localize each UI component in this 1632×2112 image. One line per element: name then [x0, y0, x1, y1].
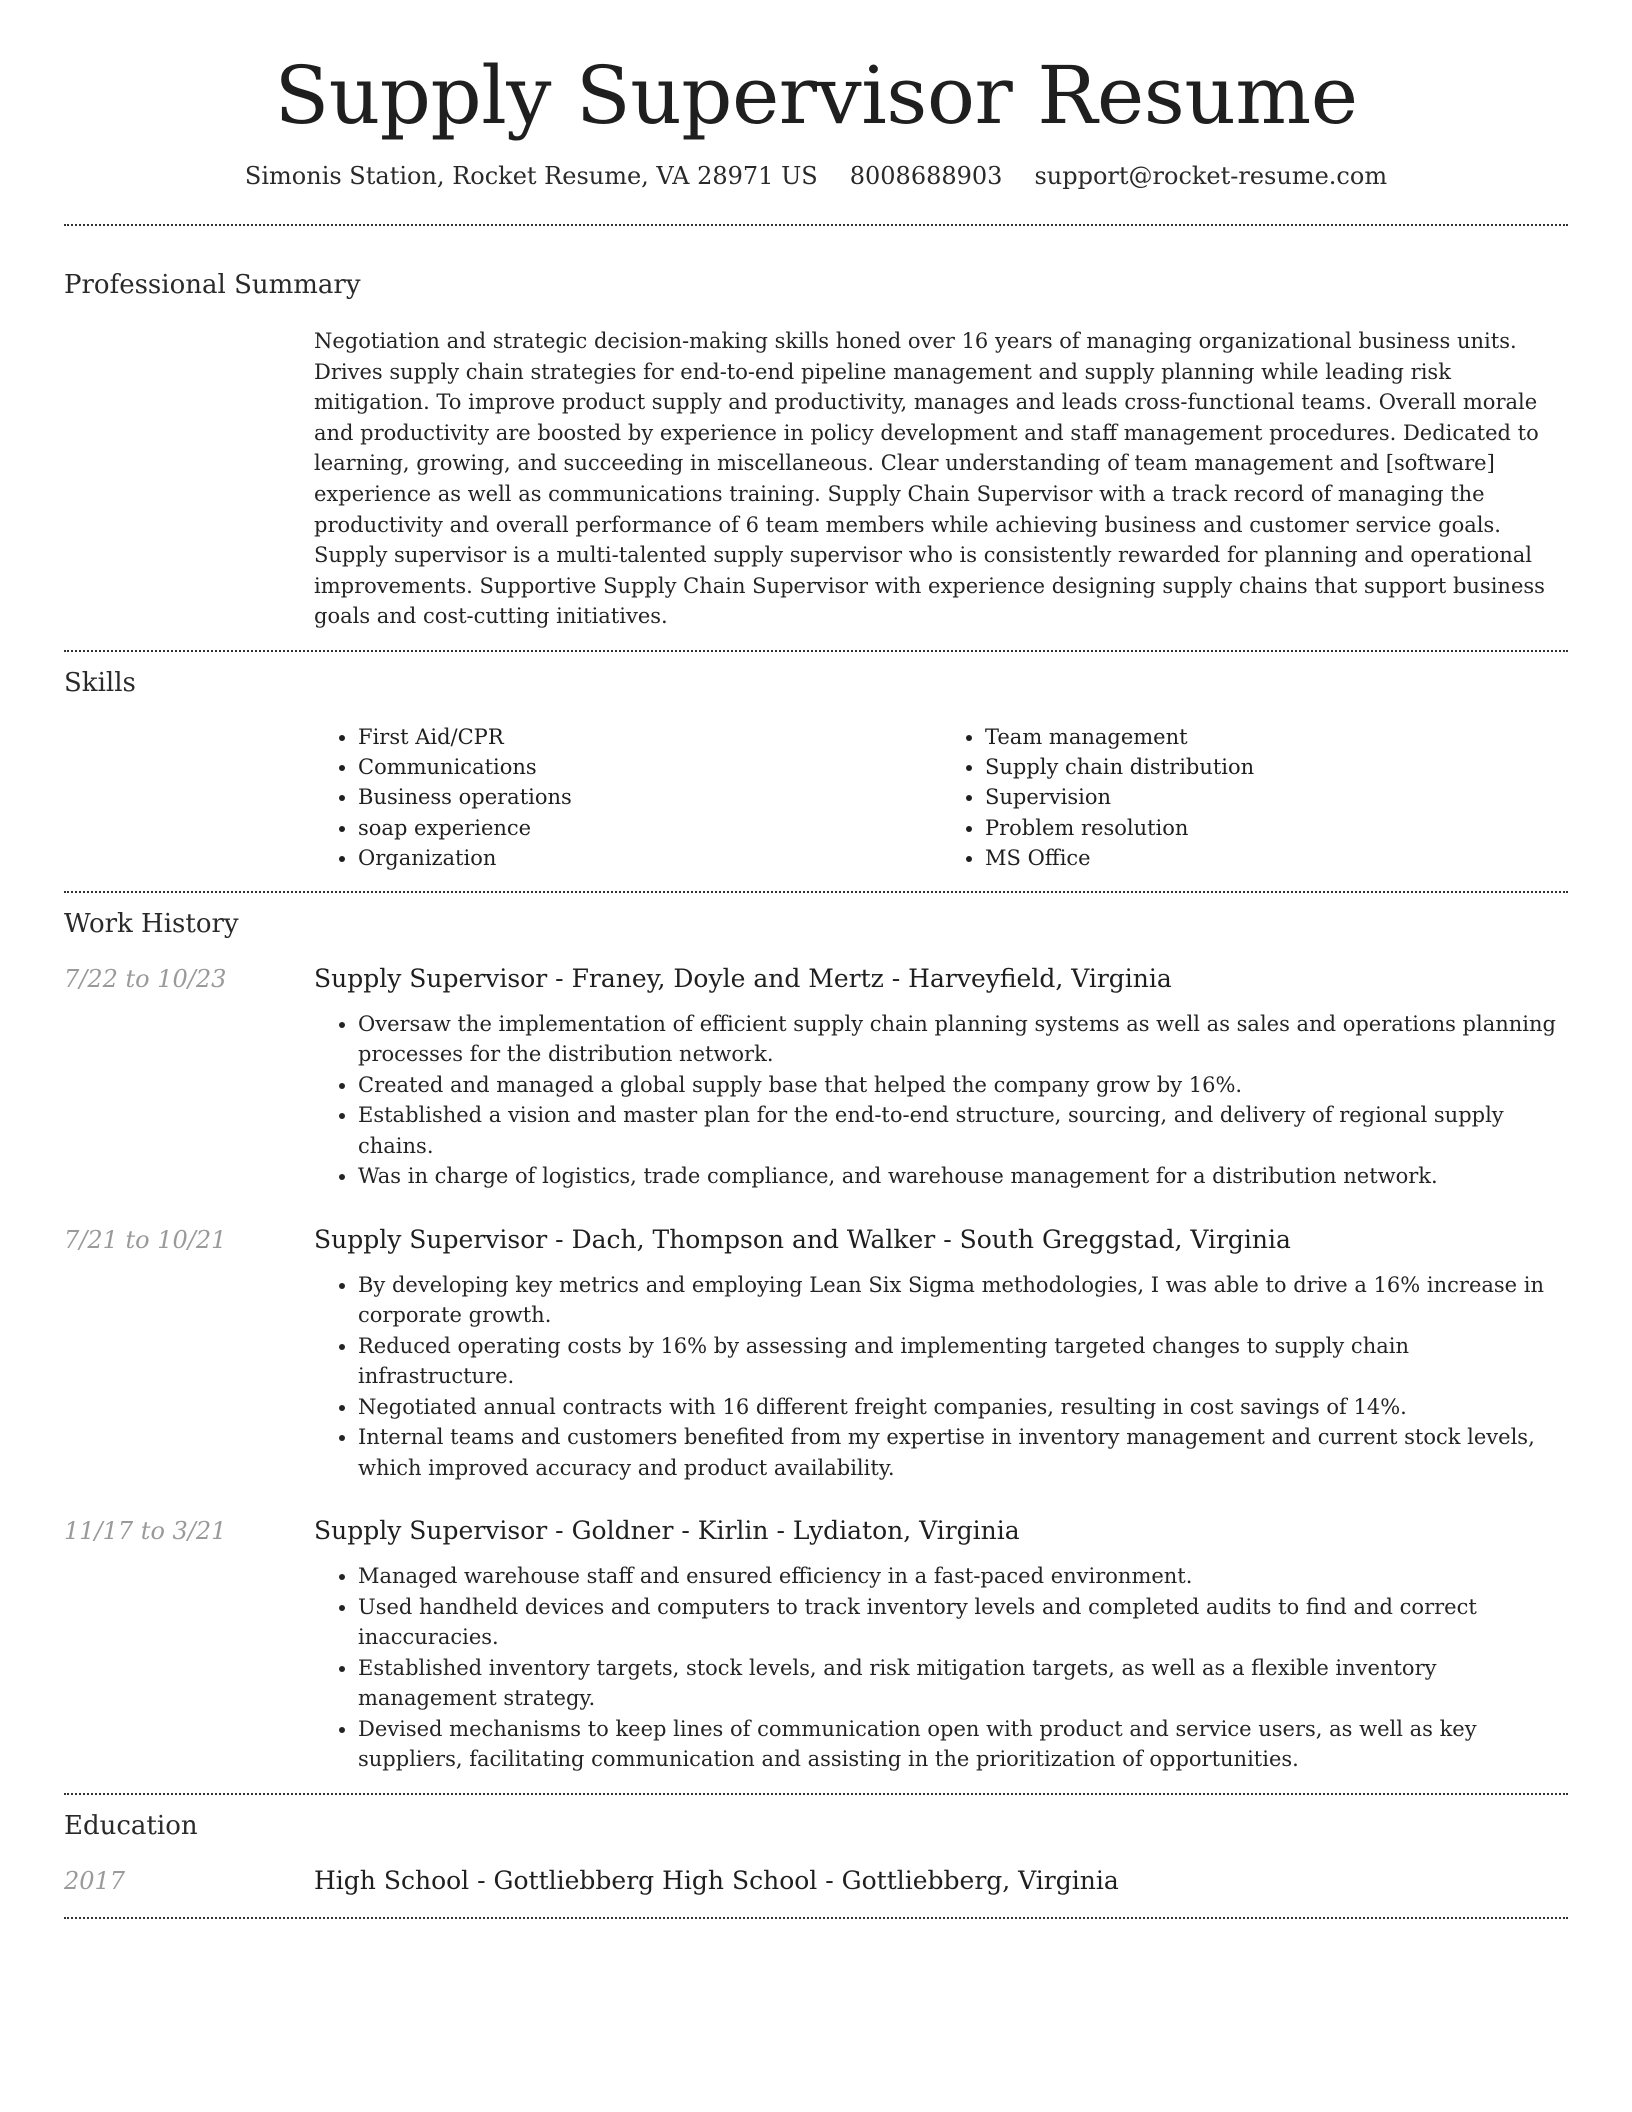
- job-entry: [64, 1224, 1568, 1484]
- list-item: • By developing key metrics and employing Lean Six Sigma methodologies, I was able to drive a 16% increase in corporate growth.: [358, 1270, 1568, 1331]
- list-item: • Managed warehouse staff and ensured efficiency in a fast-paced environment.: [358, 1561, 1568, 1592]
- summary-text: Negotiation and strategic decision-making skills honed over 16 years of managing organizational business units. Drives supply chain strategies for end-to-end pipeline management and supply planning while leading risk mitigation. To improve product supply and productivity, manages and leads cross-functional teams. Overall morale and productivity are boosted by experience in policy development and staff management procedures. Dedicated to learning, growing, and succeeding in miscellaneous. Clear understanding of team management and [software] experience as well as communications training. Supply Chain Supervisor with a track record of managing the productivity and overall performance of 6 team members while achieving business and customer service goals. Supply supervisor is a multi-talented supply supervisor who is consistently rewarded for planning and operational improvements. Supportive Supply Chain Supervisor with experience designing supply chains that support business goals and cost-cutting initiatives.: [314, 329, 1545, 629]
- divider: [64, 1917, 1568, 1919]
- summary-section: [64, 226, 1568, 650]
- list-item: • Supervision: [985, 782, 1568, 812]
- list-item: • Team management: [985, 722, 1568, 752]
- list-item: • Established inventory targets, stock levels, and risk mitigation targets, as well as a flexible inventory management strategy.: [358, 1653, 1568, 1714]
- skills-list-left: [314, 722, 941, 873]
- email: support@rocket-resume.com: [1034, 162, 1388, 190]
- job-body: [314, 963, 1568, 1192]
- list-item: • Business operations: [358, 782, 941, 812]
- job-row: [64, 963, 1568, 1192]
- section-heading: Skills: [64, 667, 136, 698]
- job-title: Supply Supervisor - Franey, Doyle and Mertz - Harveyfield, Virginia: [314, 963, 1172, 993]
- list-item: • Was in charge of logistics, trade compliance, and warehouse management for a distribution network.: [358, 1161, 1568, 1192]
- address: Simonis Station, Rocket Resume, VA 28971 US: [244, 162, 818, 190]
- job-dates: 7/21 to 10/21: [64, 1225, 227, 1254]
- education-year: 2017: [64, 1866, 126, 1895]
- list-item: • Devised mechanisms to keep lines of communication open with product and service users, as well as key suppliers, facilitating communication and assisting in the prioritization of opportunities.: [358, 1714, 1568, 1775]
- education-title: High School - Gottliebberg High School - Gottliebberg, Virginia: [314, 1865, 1119, 1895]
- section-heading: Education: [64, 1810, 198, 1841]
- page-title: Supply Supervisor Resume: [274, 49, 1358, 142]
- job-body: [314, 1515, 1568, 1775]
- job-row: [64, 1515, 1568, 1775]
- skills-row: [64, 722, 1568, 873]
- list-item: • Used handheld devices and computers to track inventory levels and completed audits to find and correct inaccuracies.: [358, 1592, 1568, 1653]
- skills-grid: [314, 722, 1568, 873]
- job-body: [314, 1224, 1568, 1484]
- summary-body: [314, 326, 1568, 632]
- job-entry: [64, 1515, 1568, 1775]
- job-bullets: [314, 1561, 1568, 1775]
- job-dates: 11/17 to 3/21: [64, 1517, 227, 1546]
- skills-list-right: [941, 722, 1568, 873]
- section-heading: Work History: [64, 908, 239, 939]
- job-title: Supply Supervisor - Goldner - Kirlin - Lydiaton, Virginia: [314, 1516, 1020, 1546]
- list-item: • Oversaw the implementation of efficient supply chain planning systems as well as sales and operations planning processes for the distribution network.: [358, 1009, 1568, 1070]
- education-entry: [64, 1865, 1568, 1897]
- list-item: • soap experience: [358, 813, 941, 843]
- list-item: • Created and managed a global supply base that helped the company grow by 16%.: [358, 1070, 1568, 1101]
- skills-spacer: [64, 722, 314, 873]
- list-item: • Internal teams and customers benefited from my expertise in inventory management and current stock levels, which improved accuracy and product availability.: [358, 1422, 1568, 1483]
- job-dates: 7/22 to 10/23: [64, 964, 227, 993]
- contact-line: [64, 162, 1568, 190]
- summary-spacer: [64, 326, 314, 632]
- list-item: • Communications: [358, 752, 941, 782]
- phone: 8008688903: [849, 162, 1003, 190]
- list-item: • Established a vision and master plan for the end-to-end structure, sourcing, and delivery of regional supply chains.: [358, 1100, 1568, 1161]
- section-heading: Professional Summary: [64, 270, 361, 300]
- list-item: • MS Office: [985, 843, 1568, 873]
- work-section: [64, 893, 1568, 1793]
- list-item: • Organization: [358, 843, 941, 873]
- job-entry: [64, 963, 1568, 1192]
- job-title: Supply Supervisor - Dach, Thompson and Walker - South Greggstad, Virginia: [314, 1224, 1291, 1254]
- list-item: • First Aid/CPR: [358, 722, 941, 752]
- resume-header: [64, 48, 1568, 190]
- job-bullets: [314, 1270, 1568, 1484]
- job-row: [64, 1224, 1568, 1484]
- education-body: [314, 1865, 1568, 1897]
- job-bullets: [314, 1009, 1568, 1192]
- summary-row: [64, 326, 1568, 632]
- list-item: • Problem resolution: [985, 813, 1568, 843]
- list-item: • Supply chain distribution: [985, 752, 1568, 782]
- list-item: • Negotiated annual contracts with 16 different freight companies, resulting in cost savings of 14%.: [358, 1392, 1568, 1423]
- skills-section: [64, 652, 1568, 891]
- education-section: [64, 1795, 1568, 1917]
- list-item: • Reduced operating costs by 16% by assessing and implementing targeted changes to supply chain infrastructure.: [358, 1331, 1568, 1392]
